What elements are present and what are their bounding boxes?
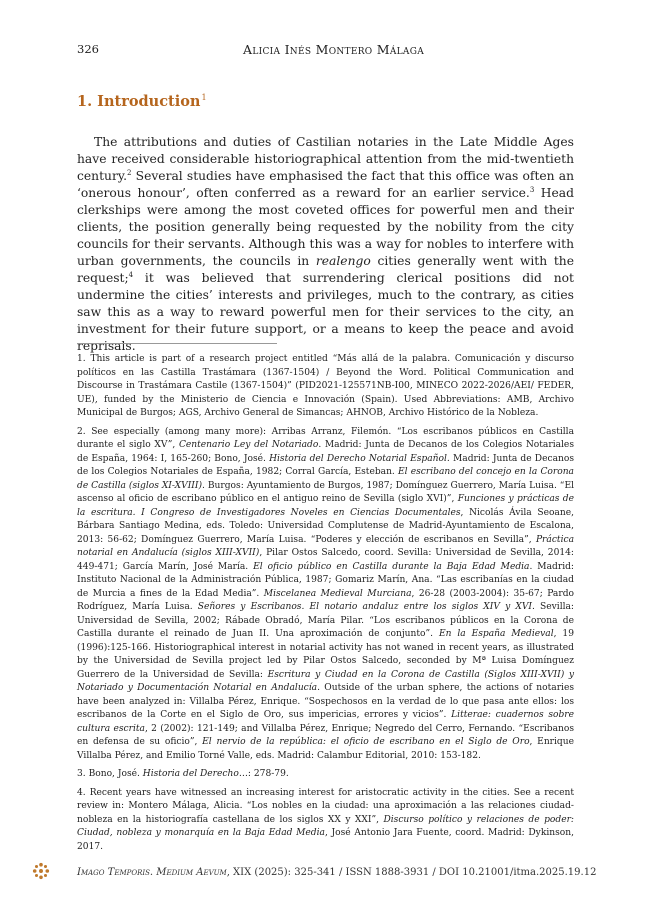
body-paragraph	[77, 134, 574, 355]
footnote-text: . Madrid: Junta de Decanos de los Colegios Notariales de España, 1964: I, 165-260; Bono, José.	[77, 440, 574, 464]
footnote-text: , 2 (2002): 121-149; and Villalba Pérez, Enrique; Negredo del Cerro, Fernando. “Escribanos en defensa de su oficio”,	[77, 723, 574, 747]
footnote-text: . Outside of the urban sphere, the actions of notaries have been analyzed in: Villalba Pérez, Enrique. “Sospechosos en la verdad de lo que pasa ante ellos: los escribanos de la Corte en el Siglo de Oro, sus impericias, errores y vicios”.	[77, 683, 574, 720]
footnote-1: 1. This article is part of a research project entitled “Más allá de la palabra. Comunicación y discurso políticos en las Castilla Trastámara (1367-1504) / Beyond the Word. Political Communication and Discourse in Trastámara Castile (1367-1504)” (PID2021-125571NB-I00, MINECO 2022-2026/AEI/ FEDER, UE), funded by the Ministerio de Ciencia e Innovación (Spain). Used Abbreviations: AMB, Archivo Municipal de Burgos; AGS, Archivo General de Simancas; AHNOB, Archivo Histórico de la Nobleza.	[77, 354, 574, 418]
footnote-2	[77, 426, 574, 764]
body-text-3: Head clerkships were among the most coveted offices for powerful men and their clients, the position generally being requested by the nobility from the city councils for their servants. Although this was a way for nobles to interfere with urban governments, the councils in	[77, 186, 574, 268]
footnote-text: 4. Recent years have witnessed an increasing interest for aristocratic activity in the cities. See a recent review in: Montero Málaga, Alicia. “Los nobles en la ciudad: una aproximación a las relaciones ciudad-nobleza en la historiografía castellana de los siglos XX y XXI”,	[77, 787, 574, 825]
running-head: Alicia Inés Montero Málaga	[243, 42, 425, 57]
italic-title: Escritura y Ciudad en la Corona de Castilla (Siglos XIII-XVII) y Notariado y Documentación Notarial en Andalucía	[77, 669, 574, 693]
footnote-text: : 278-79.	[247, 769, 289, 779]
italic-title: El nervio de la república: el oficio de escribano en el Siglo de Oro	[202, 737, 530, 747]
footnote-4	[77, 787, 574, 855]
footnote-text: . Madrid: Instituto Nacional de la Administración Pública, 1987; Gomariz Marín, Ana. “Las escribanías en la ciudad de Murcia a fines de la Edad Media”.	[77, 561, 574, 599]
footnote-text: , José Antonio Jara Fuente, coord. Madrid: Dykinson, 2017.	[77, 828, 574, 852]
realengo-term: realengo	[315, 254, 371, 268]
journal-logo-icon	[32, 862, 50, 880]
page-number: 326	[77, 42, 99, 56]
section-title	[77, 93, 207, 110]
italic-title: El escribano del concejo en la Corona de Castilla (siglos XI-XVIII)	[77, 467, 574, 491]
footnote-text: . Sevilla: Universidad de Sevilla, 2002; Rábade Obradó, María Pilar. “Los escribanos públicos en la Corona de Castilla durante el reinado de Juan II. Una aproximación de conjunto”.	[77, 602, 575, 639]
italic-title: El oficio público en Castilla durante la Baja Edad Media	[253, 561, 530, 572]
body-text-1: The attributions and duties of Castilian notaries in the Late Middle Ages have received considerable historiographical attention from the mid-twentieth century.	[77, 135, 574, 183]
footnote-ref-3[interactable]: 3	[529, 185, 535, 194]
footnote-rule	[77, 343, 277, 344]
italic-title: Historia del Derecho Notarial Español	[269, 453, 447, 464]
body-text-5: it was believed that surrendering clerical positions did not undermine the cities’ interests and privileges, much to the contrary, as cities saw this as a way to reward powerful men for their services to the city, an investment for their future support, or a means to keep the peace and avoid reprisals.	[77, 271, 574, 353]
footnote-3	[77, 768, 574, 782]
footnote-text: , 26-28 (2003-2004): 35-67; Pardo Rodríguez, María Luisa.	[77, 588, 574, 612]
footnote-text: 2. See especially (among many more): Arribas Arranz, Filemón. “Los escribanos públicos en Castilla durante el siglo XV”,	[77, 426, 574, 450]
journal-details: , XIX (2025): 325-341 / ISSN 1888-3931 / DOI 10.21001/itma.2025.19.12	[226, 867, 597, 878]
italic-title: Centenario Ley del Notariado	[178, 440, 319, 450]
italic-title: Discurso político y relaciones de poder: Ciudad, nobleza y monarquía en la Baja Edad Media	[77, 814, 574, 838]
footnote-text: , 19 (1996):125-166. Historiographical interest in notarial activity has not waned in recent years, as illustrated by the Universidad de Sevilla project led by Pilar Ostos Salcedo, seconded by Mª Luisa Domínguez Guerrero de la Universidad de Sevilla:	[77, 629, 574, 680]
footnote-text: , Nicolás Ávila Seoane, Bárbara Santiago Medina, eds. Toledo: Universidad Complutense de Madrid-Ayuntamiento de Escalona, 2013: 56-62; Domínguez Guerrero, María Luisa. “Poderes y elección de escribanos en Sevilla”,	[77, 507, 574, 545]
body-text-2: Several studies have emphasised the fact that this office was often an ‘onerous honour’, often conferred as a reward for an earlier service.	[77, 169, 574, 200]
footnote-text: . Burgos: Ayuntamiento de Burgos, 1987; Domínguez Guerrero, María Luisa. “El ascenso al oficio de escribano público en el antiguo reino de Sevilla (siglo XVI)”,	[77, 480, 574, 504]
footnote-ref-2[interactable]: 2	[127, 168, 132, 177]
italic-title: Señores y Escribanos. El notario andaluz entre los siglos XIV y XVI	[197, 602, 532, 612]
italic-title: Funciones y prácticas de la escritura. I Congreso de Investigadores Noveles en Ciencias Documentales	[77, 494, 574, 518]
footnote-text: , Enrique Villalba Pérez, and Emilio Torné Valle, eds. Madrid: Calambur Editorial, 2010: 153-182.	[77, 737, 574, 761]
footnote-ref-1[interactable]: 1	[201, 93, 207, 103]
italic-title: En la España Medieval	[438, 629, 554, 639]
section-title-text: 1. Introduction	[77, 93, 201, 110]
footnote-text: , Pilar Ostos Salcedo, coord. Sevilla: Universidad de Sevilla, 2014: 449-471; García Marín, José María.	[77, 548, 574, 572]
journal-name: Imago Temporis. Medium Aevum	[77, 867, 227, 878]
footnote-ref-4[interactable]: 4	[128, 270, 134, 279]
footnote-text: 3. Bono, José.	[77, 769, 143, 779]
italic-title: Litterae: cuadernos sobre cultura escrita	[77, 710, 575, 734]
footnote-text: . Madrid: Junta de Decanos de los Colegios Notariales de España, 1982; Corral García, Esteban.	[77, 453, 574, 477]
italic-title: Historia del Derecho…	[142, 769, 248, 779]
italic-title: Práctica notarial en Andalucía (siglos XIII-XVII)	[77, 534, 574, 558]
footnotes	[77, 353, 574, 859]
body-text-4: cities generally went with the request;	[77, 254, 574, 285]
italic-title: Miscelanea Medieval Murciana	[263, 588, 412, 599]
page-footer	[77, 867, 597, 878]
